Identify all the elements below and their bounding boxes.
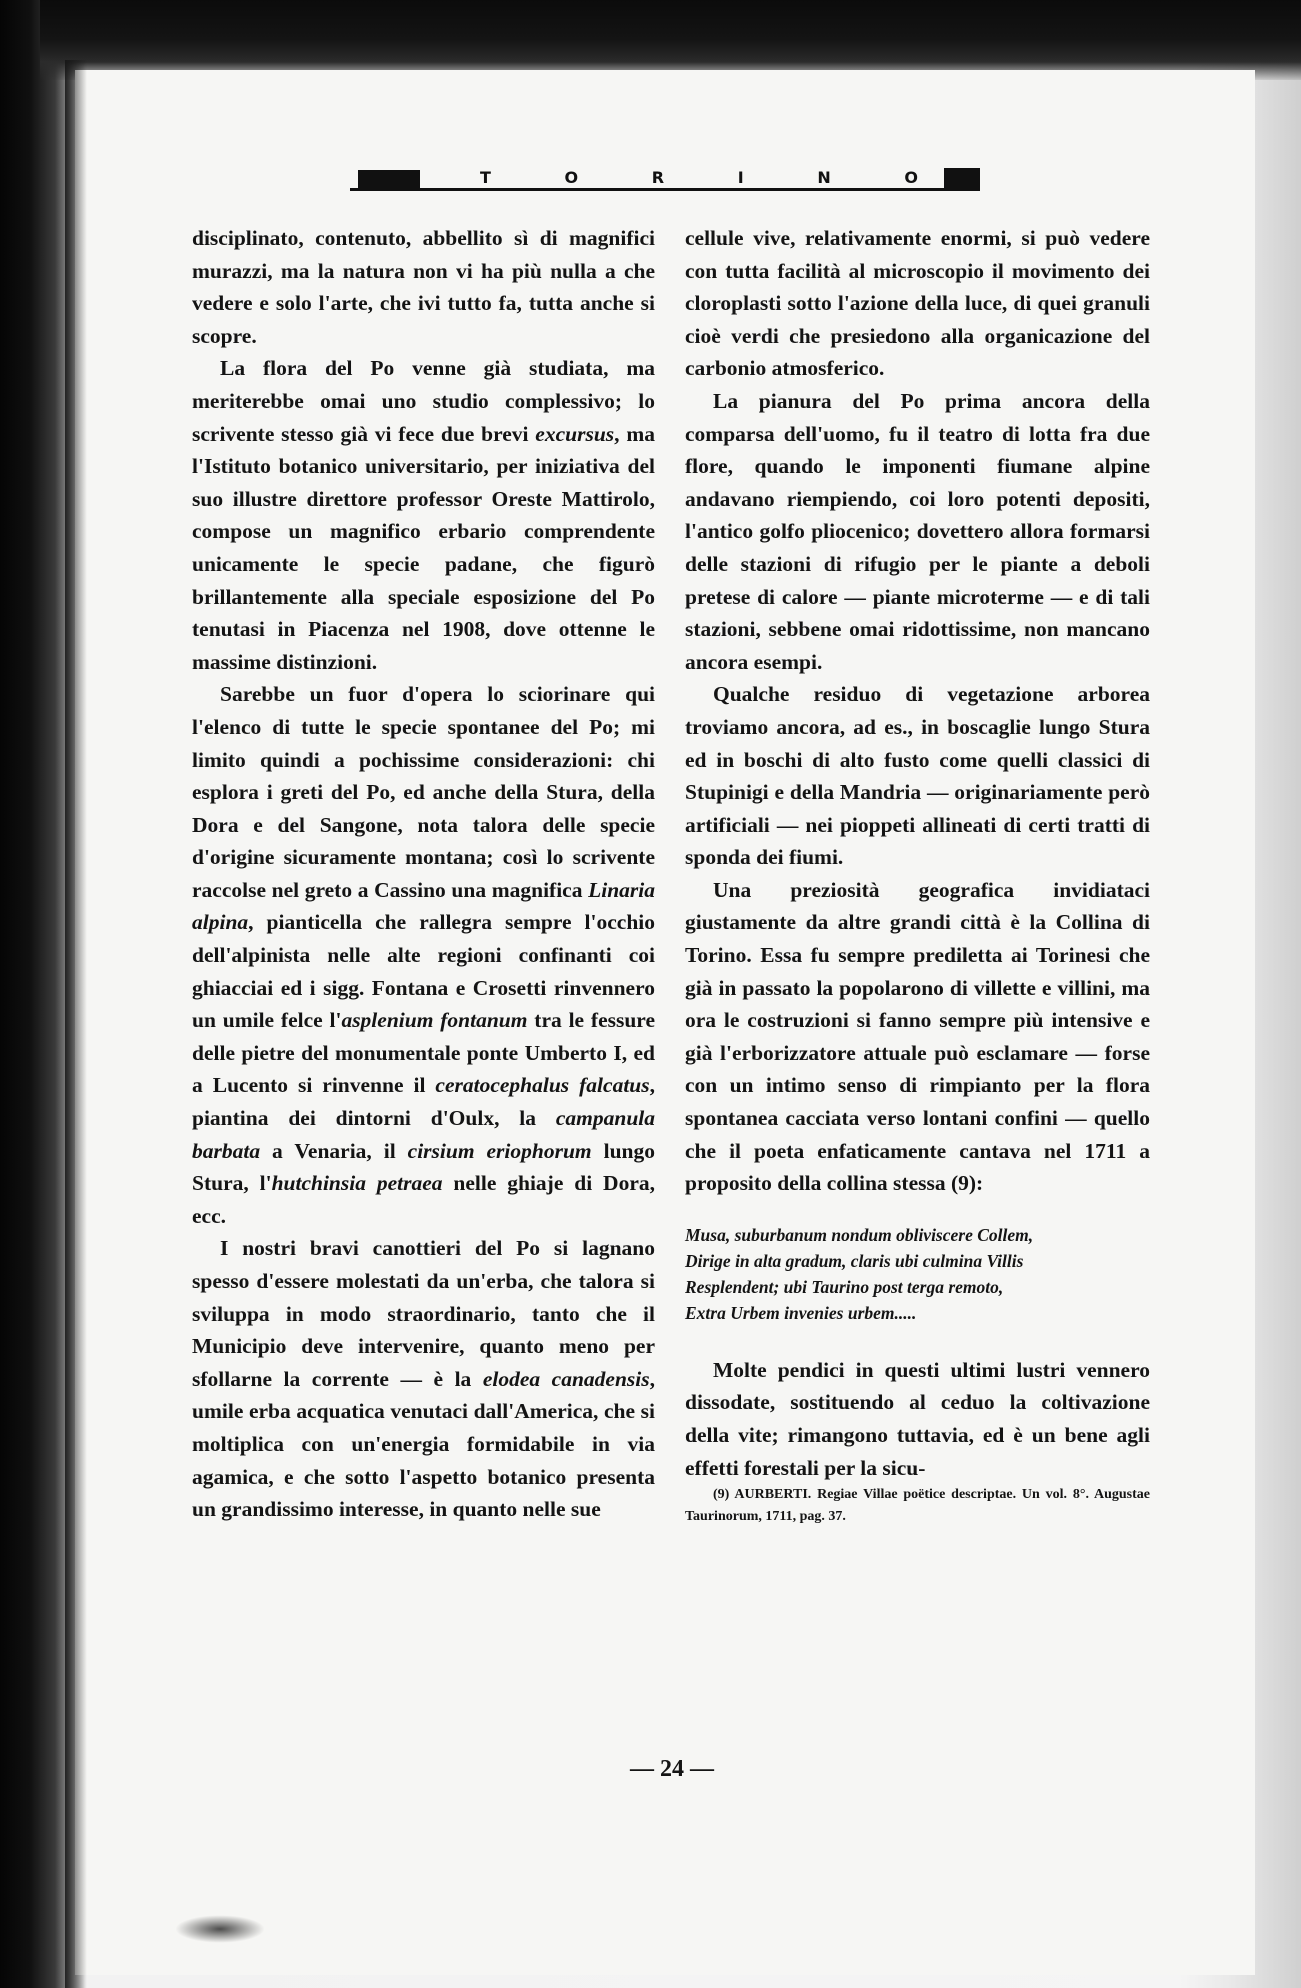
verse-line: Resplendent; ubi Taurino post terga remoto, [685, 1276, 1004, 1297]
header-ornament-right [944, 168, 980, 189]
running-header-title [480, 168, 920, 190]
paragraph: Qualche residuo di vegetazione arborea troviamo ancora, ad es., in boscaglie lungo Stura ed in boschi di alto fusto come quelli classici di Stupinigi e della Mandria — originariamente però artificiali — nei pioppeti allineati di certi tratti di sponda dei fiumi. [685, 682, 1150, 870]
header-letter: T [480, 168, 493, 187]
paragraph: La pianura del Po prima ancora della comparsa dell'uomo, fu il teatro di lotta fra due flore, quando le imponenti fiumane alpine andavano riempiendo, coi loro potenti depositi, l'antico golfo pliocenico; dovettero allora formarsi delle stazioni di rifugio per le piante a deboli pretese di calore — piante microterme — e di tali stazioni, sebbene omai ridottissime, non mancano ancora esempi. [685, 388, 1150, 674]
verse-line: Dirige in alta gradum, claris ubi culmina Villis [685, 1250, 1024, 1271]
paragraph: disciplinato, contenuto, abbellito sì di magnifici murazzi, ma la natura non vi ha più nulla a che vedere e solo l'arte, che ivi tutto fa, tutta anche si scopre. [192, 226, 655, 348]
page-number: — 24 — [630, 1756, 714, 1782]
scan-top-shadow [40, 0, 1301, 80]
left-column [192, 222, 655, 1526]
header-ornament-left [358, 170, 420, 189]
paragraph: La flora del Po venne già studiata, ma meriterebbe omai uno studio complessivo; lo scrivente stesso già vi fece due brevi excursus, ma l'Istituto botanico universitario, per iniziativa del suo illustre direttore professor Oreste Mattirolo, compose un magnifico erbario comprendente unicamente le specie padane, che figurò brillantemente alla speciale esposizione del Po tenutasi in Piacenza nel 1908, dove ottenne le massime distinzioni. [192, 356, 655, 674]
paragraph: Sarebbe un fuor d'opera lo sciorinare qui l'elenco di tutte le specie spontanee del Po; mi limito quindi a pochissime considerazioni: chi esplora i greti del Po, ed anche della Stura, della Dora e del Sangone, nota talora delle specie d'origine sicuramente montana; così lo scrivente raccolse nel greto a Cassino una magnifica Linaria alpina, pianticella che rallegra sempre l'occhio dell'alpinista nelle alte regioni confinanti coi ghiacciai ed i sigg. Fontana e Crosetti rinvennero un umile felce l'asplenium fontanum tra le fessure delle pietre del monumentale ponte Umberto I, ed a Lucento si rinvenne il ceratocephalus falcatus, piantina dei dintorni d'Oulx, la campanula barbata a Venaria, il cirsium eriophorum lungo Stura, l'hutchinsia petraea nelle ghiaje di Dora, ecc. [192, 682, 655, 1228]
binding-shadow [65, 60, 87, 1988]
verse-line: Musa, suburbanum nondum obliviscere Collem, [685, 1224, 1034, 1245]
header-letter: N [817, 168, 833, 187]
scan-smudge [175, 1915, 265, 1943]
verse-line: Extra Urbem invenies urbem..... [685, 1302, 917, 1323]
paragraph: Molte pendici in questi ultimi lustri vennero dissodate, sostituendo al ceduo la coltivazione della vite; rimangono tuttavia, ed è un bene agli effetti forestali per la sicu- [685, 1357, 1150, 1480]
paragraph: Una preziosità geografica invidiataci giustamente da altre grandi città è la Collina di Torino. Essa fu sempre prediletta ai Torinesi che già in passato la popolarono di villette e villini, ma ora le costruzioni si fanno sempre più intensive e già l'erborizzatore attuale può esclamare — forse con un intimo senso di rimpianto per la flora spontanea cacciata verso lontani confini — quello che il poeta enfaticamente cantava nel 1711 a proposito della collina stessa (9): [685, 877, 1150, 1196]
paragraph: I nostri bravi canottieri del Po si lagnano spesso d'essere molestati da un'erba, che talora si sviluppa in modo straordinario, tanto che il Municipio deve intervenire, quanto meno per sfollarne la corrente — è la elodea canadensis, umile erba acquatica venutaci dall'America, che si moltiplica con un'energia formidabile in via agamica, e che sotto l'aspetto botanico presenta un grandissimo interesse, in quanto nelle sue [192, 1236, 655, 1522]
header-letter: O [564, 168, 581, 187]
header-letter: R [651, 168, 667, 187]
paragraph: cellule vive, relativamente enormi, si può vedere con tutta facilità al microscopio il movimento dei cloroplasti sotto l'azione della luce, di quei granuli cioè verdi che presiedono alla organicazione del carbonio atmosferico. [685, 226, 1150, 381]
latin-verse-quote [685, 1222, 1150, 1326]
header-rule [350, 188, 980, 191]
header-letter: O [904, 168, 920, 187]
running-header [350, 168, 980, 190]
footnote: (9) AURBERTI. Regiae Villae poëtice descriptae. Un vol. 8°. Augustae Taurinorum, 1711, pag. 37. [685, 1487, 1150, 1525]
right-column [685, 222, 1150, 1528]
header-letter: I [737, 168, 746, 187]
